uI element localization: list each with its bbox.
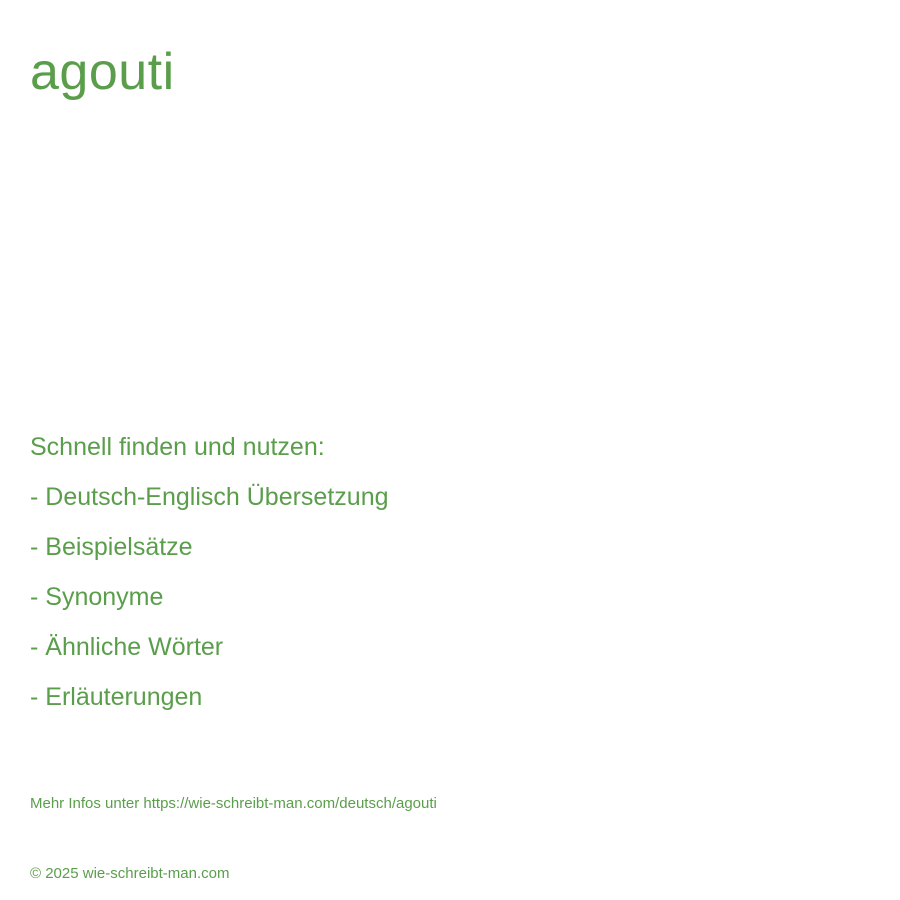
more-info-text [30, 794, 437, 814]
feature-list-heading: Schnell finden und nutzen: [30, 433, 325, 461]
copyright-notice: © 2025 wie-schreibt-man.com [30, 865, 230, 882]
feature-item-synonyms: - Synonyme [30, 583, 164, 611]
page-title: agouti [30, 43, 175, 101]
feature-item-similar-words: - Ähnliche Wörter [30, 633, 224, 661]
more-info-prefix: Mehr Infos unter [30, 795, 144, 812]
more-info-link[interactable]: https://wie-schreibt-man.com/deutsch/agouti [143, 795, 437, 812]
feature-list [30, 422, 389, 722]
feature-item-explanations: - Erläuterungen [30, 683, 203, 711]
feature-item-translation: - Deutsch-Englisch Übersetzung [30, 483, 389, 511]
feature-item-example-sentences: - Beispielsätze [30, 533, 193, 561]
